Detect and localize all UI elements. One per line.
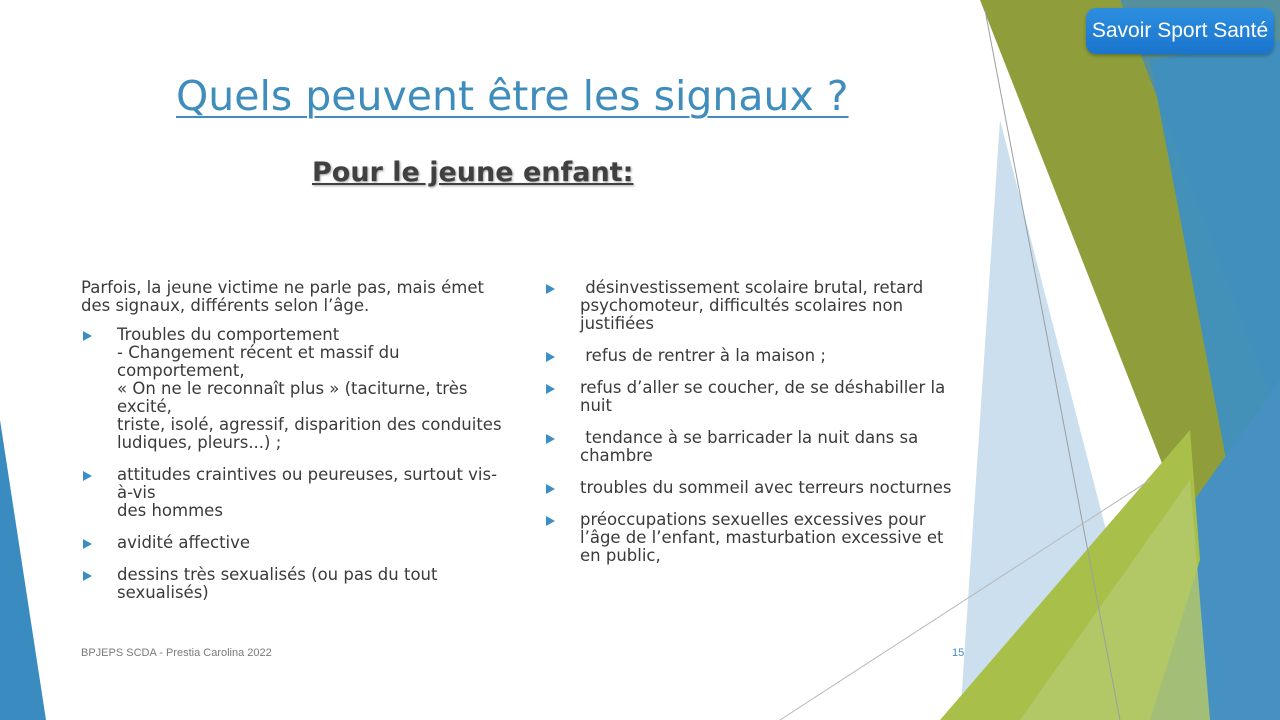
list-item bbox=[544, 379, 964, 415]
bullet-arrow-icon bbox=[546, 484, 555, 494]
list-item-text: tendance à se barricader la nuit dans sa chambre bbox=[580, 428, 924, 465]
logo: Savoir Sport Santé bbox=[1086, 8, 1274, 54]
left-column bbox=[81, 279, 511, 616]
intro-text: Parfois, la jeune victime ne parle pas, mais émet des signaux, différents selon l’âge. bbox=[81, 278, 484, 315]
section-subtitle: Pour le jeune enfant: bbox=[312, 157, 634, 188]
list-item-line: dessins très sexualisés (ou pas du tout sexualisés) bbox=[117, 565, 443, 602]
list-item bbox=[81, 566, 511, 602]
list-item-line: triste, isolé, agressif, disparition des conduites bbox=[117, 415, 502, 434]
bullet-arrow-icon bbox=[83, 539, 92, 549]
left-bullet-list bbox=[81, 326, 511, 602]
list-item-line: - Changement récent et massif du comportement, bbox=[117, 343, 405, 380]
list-item bbox=[544, 347, 964, 365]
bullet-arrow-icon bbox=[83, 471, 92, 481]
bullet-arrow-icon bbox=[546, 284, 555, 294]
list-item bbox=[544, 429, 964, 465]
bullet-arrow-icon bbox=[546, 434, 555, 444]
page-number: 15 bbox=[952, 647, 965, 659]
bullet-arrow-icon bbox=[83, 331, 92, 341]
list-item-line: avidité affective bbox=[117, 533, 251, 552]
list-item bbox=[81, 466, 511, 520]
list-item bbox=[81, 534, 511, 552]
page-title: Quels peuvent être les signaux ? bbox=[176, 72, 849, 120]
list-item bbox=[544, 279, 964, 333]
right-bullet-list bbox=[544, 279, 964, 565]
list-item-text: troubles du sommeil avec terreurs nocturnes bbox=[580, 478, 952, 497]
list-item-line: attitudes craintives ou peureuses, surtout vis-à-vis bbox=[117, 465, 498, 502]
list-item-text: désinvestissement scolaire brutal, retard psychomoteur, difficultés scolaires non justifiées bbox=[580, 278, 929, 333]
right-column bbox=[544, 279, 964, 579]
left-blue-shape bbox=[0, 420, 46, 720]
list-item-line: Troubles du comportement bbox=[117, 325, 340, 344]
list-item bbox=[81, 326, 511, 452]
list-item-line: des hommes bbox=[117, 501, 223, 520]
list-item-line: « On ne le reconnaît plus » (taciturne, très excité, bbox=[117, 379, 473, 416]
footer-text: BPJEPS SCDA - Prestia Carolina 2022 bbox=[81, 647, 272, 659]
bullet-arrow-icon bbox=[546, 352, 555, 362]
list-item bbox=[544, 511, 964, 565]
list-item bbox=[544, 479, 964, 497]
list-item-text: refus de rentrer à la maison ; bbox=[580, 346, 826, 365]
list-item-text: préoccupations sexuelles excessives pour l’âge de l’enfant, masturbation excessive et en public, bbox=[580, 510, 949, 565]
bullet-arrow-icon bbox=[546, 384, 555, 394]
list-item-text: refus d’aller se coucher, de se déshabiller la nuit bbox=[580, 378, 951, 415]
bullet-arrow-icon bbox=[83, 571, 92, 581]
list-item-line: ludiques, pleurs...) ; bbox=[117, 433, 282, 452]
bullet-arrow-icon bbox=[546, 516, 555, 526]
